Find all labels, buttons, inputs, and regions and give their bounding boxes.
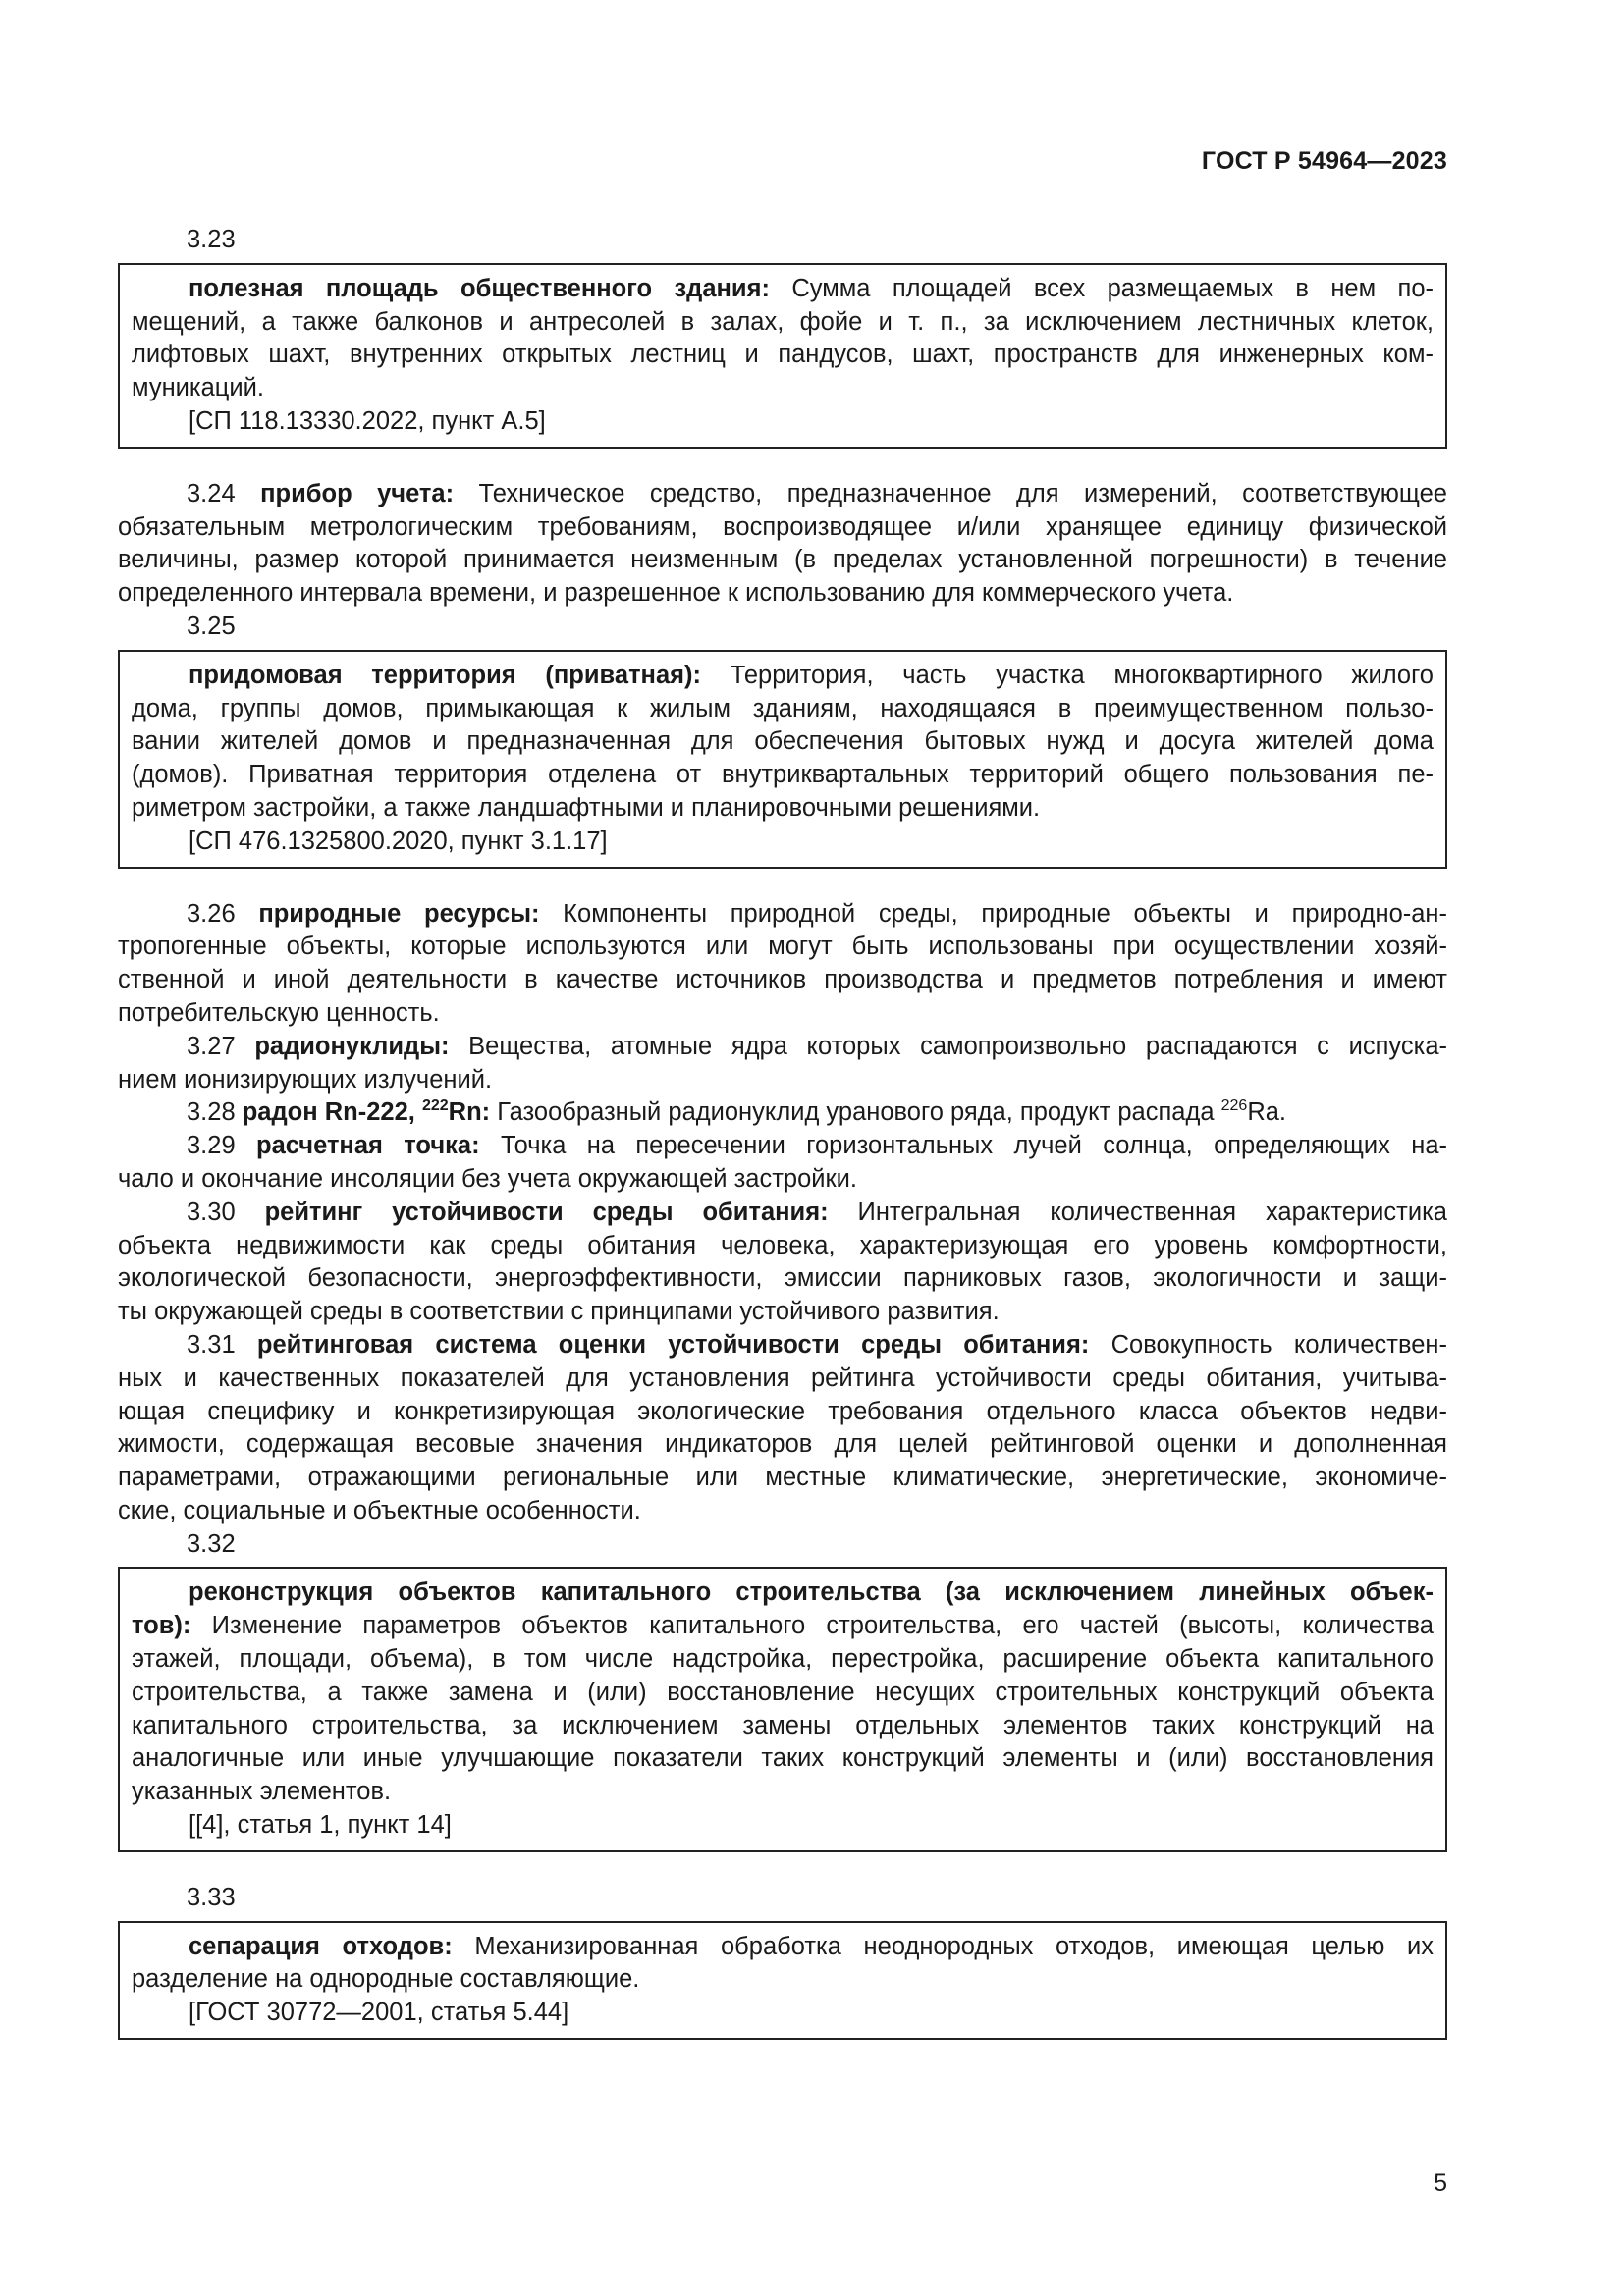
term-number-3-32: 3.32 [187, 1529, 236, 1558]
term-number-3-23: 3.23 [187, 226, 236, 253]
term-3-26-line-2: тропогенные объекты, которые используются или могут быть использованы при осуществлении хозяй- [118, 933, 1447, 961]
term-3-32-line-7: указанных элементов. [132, 1778, 392, 1806]
term-3-24-line-4: определенного интервала времени, и разрешенное к использованию для коммерческого учета. [118, 579, 1234, 608]
term-3-26-line-1: 3.26 природные ресурсы: Компоненты природной среды, природные объекты и природно-ан- [187, 899, 1447, 928]
term-3-28-line-1: 3.28 радон Rn-222, $^{222}$Rn: Газообразный радионуклид уранового ряда, продукт распада $^{226}$Ra. [187, 1097, 1286, 1127]
terms-content [118, 224, 1447, 2040]
term-3-25-line-3: вании жителей домов и предназначенная для обеспечения бытовых нужд и досуга жителей дома [132, 727, 1434, 756]
term-3-25-line-5: риметром застройки, а также ландшафтными и планировочными решениями. [132, 793, 1041, 822]
term-3-32-source: [[4], статья 1, пункт 14] [189, 1811, 452, 1840]
term-3-31-line-3: ющая специфику и конкретизирующая экологические требования отдельного класса объектов недви- [118, 1397, 1447, 1425]
term-3-31-line-6: ские, социальные и объектные особенности. [118, 1496, 641, 1524]
term-3-30-title: рейтинг устойчивости среды обитания: [264, 1198, 829, 1226]
term-3-32-line-2: тов): Изменение параметров объектов капитального строительства, его частей (высоты, количества [132, 1612, 1434, 1640]
term-3-25-source: [СП 476.1325800.2020, пункт 3.1.17] [189, 827, 608, 855]
term-3-23-line-1: полезная площадь общественного здания: Сумма площадей всех размещаемых в нем по- [189, 274, 1434, 302]
document-page [118, 0, 1447, 2296]
term-3-30-line-4: ты окружающей среды в соответствии с принципами устойчивого развития. [118, 1298, 1000, 1326]
term-3-32-line-1 [132, 1576, 1434, 1610]
page-number: 5 [1434, 2169, 1447, 2197]
term-3-29-title: расчетная точка: [256, 1132, 480, 1160]
term-3-24-line-2: обязательным метрологическим требованиям, воспроизводящее и/или хранящее единицу физической [118, 512, 1447, 541]
term-3-32-line-3: этажей, площади, объема), в том числе надстройка, перестройка, расширение объекта капитального [132, 1645, 1434, 1674]
term-3-30-line-2: объекта недвижимости как среды обитания человека, характеризующая его уровень комфортности, [118, 1231, 1447, 1259]
term-3-27-line-1: 3.27 радионуклиды: Вещества, атомные ядра которых самопроизвольно распадаются с испуска- [187, 1032, 1447, 1060]
term-3-33-line-2: разделение на однородные составляющие. [132, 1965, 640, 1994]
term-3-31-line-2: ных и качественных показателей для установления рейтинга устойчивости среды обитания, учитыва- [118, 1363, 1447, 1392]
term-3-23-line-2: мещений, а также балконов и антресолей в залах, фойе и т. п., за исключением лестничных клеток, [132, 307, 1434, 336]
term-3-26-title: природные ресурсы: [258, 899, 540, 928]
term-3-30-line-1: 3.30 рейтинг устойчивости среды обитания: Интегральная количественная характеристика [187, 1198, 1447, 1226]
term-3-31-line-1: 3.31 рейтинговая система оценки устойчивости среды обитания: Совокупность количествен- [187, 1330, 1447, 1359]
term-3-23-source: [СП 118.13330.2022, пункт А.5] [189, 406, 546, 435]
term-3-32-title: реконструкция объектов капитального строительства (за исключением линейных объек- [189, 1578, 1434, 1607]
term-3-25-line-4: (домов). Приватная территория отделена от внутриквартальных территорий общего пользования пе- [132, 761, 1434, 789]
term-box-3-33 [118, 1921, 1447, 2040]
term-3-23-line-3: лифтовых шахт, внутренних открытых лестниц и пандусов, шахт, пространств для инженерных ком- [132, 341, 1434, 369]
term-3-32-line-6: аналогичные или иные улучшающие показатели таких конструкций элементы и (или) восстановления [132, 1744, 1434, 1773]
document-id-header: ГОСТ Р 54964—2023 [1201, 147, 1447, 175]
term-3-24-title: прибор учета: [260, 479, 455, 507]
term-3-33-line-1: сепарация отходов: Механизированная обработка неоднородных отходов, имеющая целью их [189, 1932, 1434, 1960]
term-box-3-23 [118, 263, 1447, 449]
term-number-3-33: 3.33 [187, 1883, 236, 1911]
term-3-27-title: радионуклиды: [254, 1032, 450, 1060]
term-box-3-32 [118, 1567, 1447, 1851]
term-3-25-title: придомовая территория (приватная): [189, 661, 701, 689]
term-3-28-title: радон Rn-222, $^{222}$Rn: [242, 1097, 491, 1127]
term-3-32-line-4: строительства, а также замена и (или) восстановление несущих строительных конструкций объекта [132, 1678, 1434, 1706]
term-3-33-title: сепарация отходов: [189, 1932, 453, 1960]
term-3-31-line-5: параметрами, отражающими региональные или местные климатические, энергетические, экономиче- [118, 1464, 1447, 1492]
term-3-24-line-3: величины, размер которой принимается неизменным (в пределах установленной погрешности) в течение [118, 546, 1447, 574]
term-3-23-line-4: муникаций. [132, 374, 264, 402]
term-number-3-25: 3.25 [187, 612, 236, 640]
term-3-26-line-4: потребительскую ценность. [118, 998, 440, 1027]
term-3-31-line-4: жимости, содержащая весовые значения индикаторов для целей рейтинговой оценки и дополненная [118, 1430, 1447, 1459]
term-3-27-line-2: нием ионизирующих излучений. [118, 1065, 493, 1094]
term-3-30-line-3: экологической безопасности, энергоэффективности, эмиссии парниковых газов, экологичности и защи- [118, 1264, 1447, 1293]
term-3-29-line-1: 3.29 расчетная точка: Точка на пересечении горизонтальных лучей солнца, определяющих на- [187, 1132, 1447, 1160]
term-3-25-line-1: придомовая территория (приватная): Территория, часть участка многоквартирного жилого [189, 661, 1434, 689]
term-3-29-line-2: чало и окончание инсоляции без учета окружающей застройки. [118, 1164, 858, 1193]
term-box-3-25 [118, 650, 1447, 869]
term-3-24-line-1: 3.24 прибор учета: Техническое средство, предназначенное для измерений, соответствующее [187, 479, 1447, 507]
term-3-23-title: полезная площадь общественного здания: [189, 274, 770, 302]
term-3-33-source: [ГОСТ 30772—2001, статья 5.44] [189, 1999, 569, 2027]
term-3-26-line-3: ственной и иной деятельности в качестве источников производства и предметов потребления и имеют [118, 966, 1447, 994]
term-3-31-title: рейтинговая система оценки устойчивости среды обитания: [256, 1330, 1090, 1359]
term-3-25-line-2: дома, группы домов, примыкающая к жилым зданиям, находящаяся в преимущественном пользо- [132, 694, 1434, 722]
term-3-32-line-5: капитального строительства, за исключением замены отдельных элементов таких конструкций на [132, 1711, 1434, 1739]
